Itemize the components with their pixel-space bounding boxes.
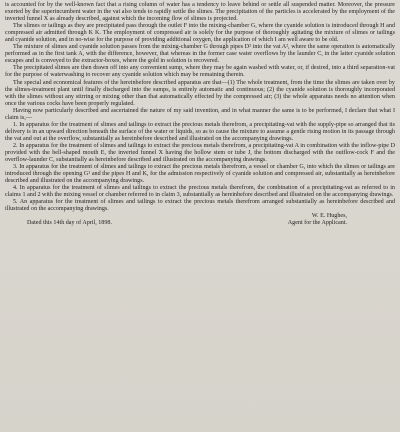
body-paragraph: is accounted for by the well-known fact that a rising column of water has a tendency to leave behind or settle all suspended matter. Moreover, the pressure exerted by the superincumbent water in the vat also tends to rapidly settle the slimes. The precipitation of the particles is accelerated by the employment of the inverted funnel X as already described, against which the incoming flow of slimes is projected.	[5, 2, 395, 23]
body-paragraph: The precipitated slimes are then drawn off into any convenient sump, where they may be again washed with water, or, if desired, into a third separation-vat for the purpose of waterwashing to recover any cyanide solution which may be remaining therein.	[5, 65, 395, 79]
body-paragraph: Having now particularly described and ascertained the nature of my said invention, and in what manner the same is to be performed, I declare that what I claim is,—	[5, 107, 395, 121]
body-paragraph: The slimes or tailings as they are precipitated pass through the outlet F into the mixing-chamber G, where the cyanide solution is introduced through H and compressed air admitted through K K. The employment of compressed air is solely for the purpose of thoroughly agitating the mixture of slimes or tailings and cyanide solution, and in no-wise for the purpose of providing additional oxygen, the application of which I am well aware to be old.	[5, 23, 395, 44]
signature-date-row	[5, 220, 395, 227]
dated-line: Dated this 14th day of April, 1898.	[27, 220, 112, 227]
claim-paragraph: 1. In apparatus for the treatment of slimes and tailings to extract the precious metals therefrom, a precipitating-vat with the supply-pipe so arranged that its delivery is in an upward direction beneath the surface of the water or liquids, so as to cause the mixture to assume a gentle rising motion in its passage through the vat and out at the overflow, substantially as hereinbefore described and illustrated on the accompanying drawings.	[5, 121, 395, 142]
claim-paragraph: 4. In apparatus for the treatment of slimes and tailings to extract the precious metals therefrom, the combination of a precipitating-vat as referred to in claims 1 and 2 with the mixing vessel or chamber referred to in claim 3, substantially as hereinbefore described and illustrated on the accompanying drawings.	[5, 185, 395, 199]
body-paragraph: The special and economical features of the hereinbefore described apparatus are that—(1) The whole treatment, from the time the slimes are taken over by the slimes-treatment plant until finally discharged into the sumps, is entirely automatic and continuous; (2) the cyanide solution is thoroughly incorporated with the slimes without any stirring or mixing other than that automatically effected by the compressed air; (3) the whole apparatus needs no attention when once the various cocks have been properly regulated.	[5, 79, 395, 107]
body-paragraph: The mixture of slimes and cyanide solution passes from the mixing-chamber G through pipes D² into the vat A², where the same operation is automatically performed as in the first tank A, with the difference, however, that whereas in the former case water overflows by the launder C, in the latter cyanide solution escapes and is conveyed to the extractor-boxes, where the gold in solution is recovered.	[5, 44, 395, 65]
signature-role: Agent for the Applicant.	[287, 220, 347, 227]
signature-name: W. E. Hughes,	[311, 213, 347, 220]
claim-paragraph: 5. An apparatus for the treatment of slimes and tailings to extract the precious metals therefrom arranged substantially as hereinbefore described and illustrated on the accompanying drawings.	[5, 199, 395, 213]
document-body	[5, 2, 395, 213]
claim-paragraph: 3. In apparatus for the treatment of slimes and tailings to extract the precious metals therefrom, a vessel or chamber G, into which the slimes or tailings are introduced through the opening G¹ and the pipes H and K, for the admission respectively of cyanide solution and compressed air, substantially as hereinbefore described and illustrated on the accompanying drawings.	[5, 164, 395, 185]
claim-paragraph: 2. In apparatus for the treatment of slimes and tailings to extract the precious metals therefrom, a precipitating-vat A in combination with the inflow-pipe D provided with the bell-shaped mouth E, the inverted funnel X having the hollow stem or tube J, the bottom discharged with the outflow-cock F and the overflow-launder C, substantially as hereinbefore described and illustrated on the accompanying drawings.	[5, 142, 395, 164]
